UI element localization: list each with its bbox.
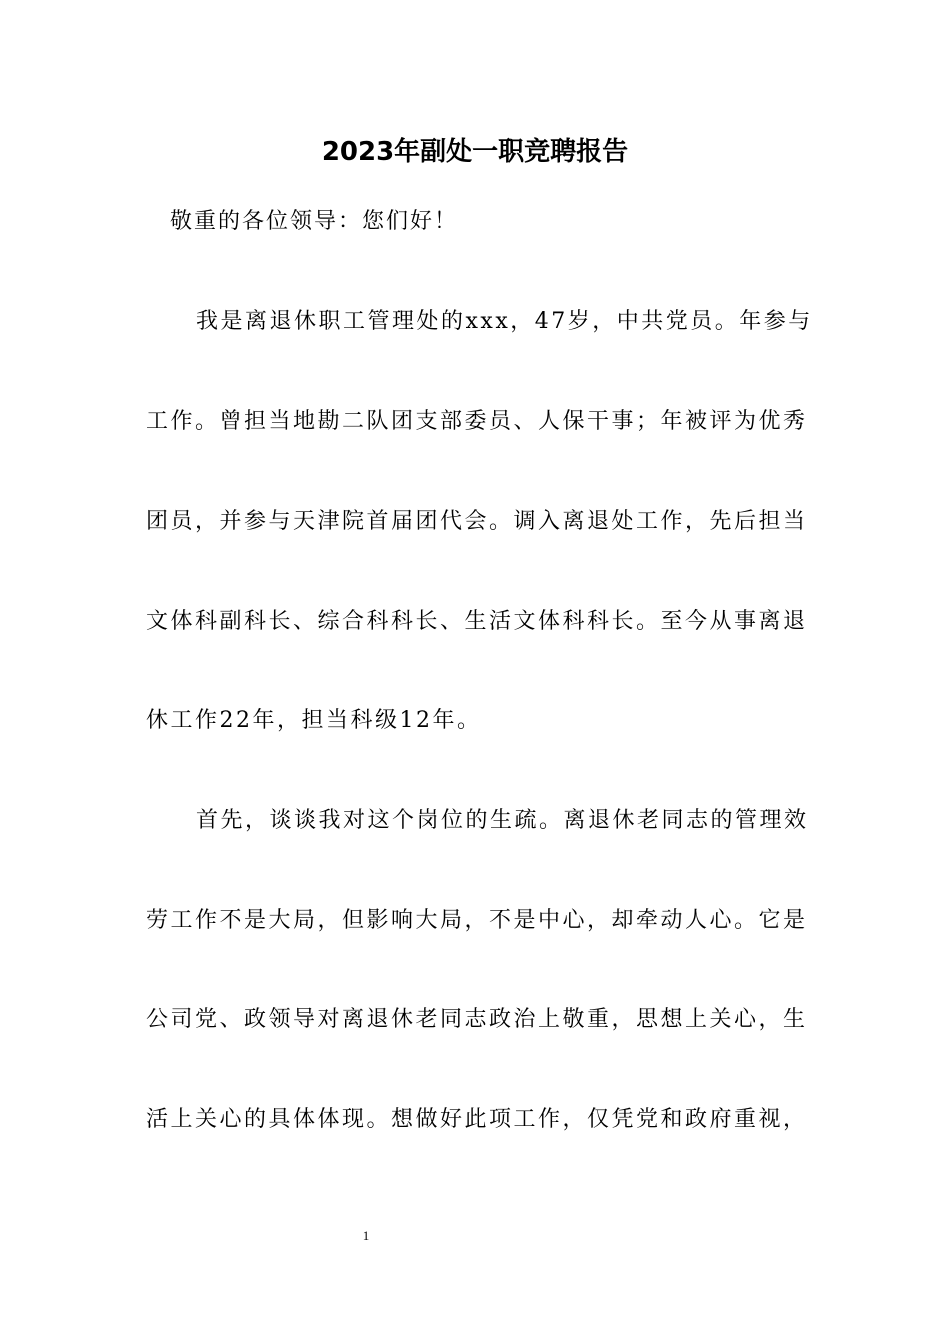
paragraph-line: 文体科副科长、综合科科长、生活文体科科长。至今从事离退 [146,609,808,634]
document-title: 2023年副处一职竞聘报告 [321,137,629,167]
salutation: 敬重的各位领导：您们好！ [170,209,459,234]
paragraph-line: 劳工作不是大局，但影响大局，不是中心，却牵动人心。它是 [146,908,808,933]
paragraph-line: 团员，并参与天津院首届团代会。调入离退处工作，先后担当 [146,509,808,534]
paragraph-line: 我是离退休职工管理处的xxx，47岁，中共党员。年参与 [196,309,813,334]
paragraph-line: 工作。曾担当地勘二队团支部委员、人保干事；年被评为优秀 [146,409,808,434]
paragraph-line: 公司党、政领导对离退休老同志政治上敬重，思想上关心，生 [146,1007,808,1032]
paragraph-line: 休工作22年，担当科级12年。 [146,708,482,733]
page-number: 1 [362,1228,370,1243]
paragraph-line: 首先，谈谈我对这个岗位的生疏。离退休老同志的管理效 [196,808,809,833]
paragraph-line: 活上关心的具体体现。想做好此项工作，仅凭党和政府重视， [146,1107,808,1132]
